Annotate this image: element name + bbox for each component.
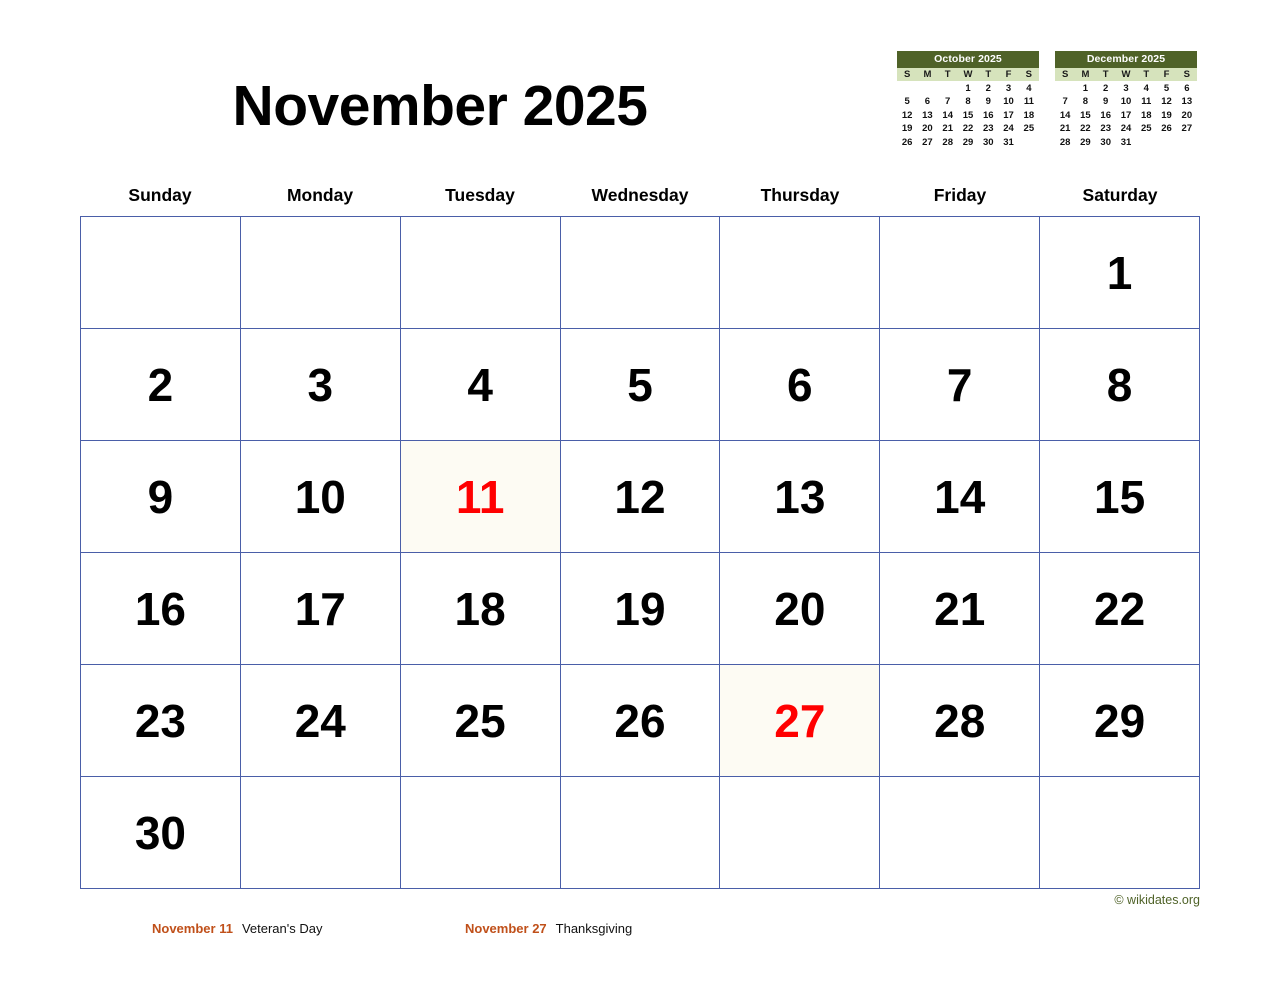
day-number: 20 [774, 582, 826, 635]
mini-day-cell: 9 [985, 96, 991, 107]
day-number: 27 [774, 694, 826, 747]
day-cell[interactable] [880, 665, 1040, 777]
day-number: 4 [467, 358, 493, 411]
day-number: 8 [1106, 358, 1133, 411]
day-number: 22 [1093, 582, 1146, 635]
mini-dow-label: S [897, 68, 917, 81]
weekday-label-monday: Monday [286, 185, 354, 205]
day-cell[interactable] [1040, 329, 1200, 441]
mini-day-cell: 20 [922, 123, 933, 134]
day-cell[interactable] [720, 553, 880, 665]
day-cell-empty [720, 217, 880, 329]
mini-week-row [1055, 81, 1197, 95]
day-number: 15 [1093, 470, 1146, 523]
mini-day-cell: 10 [1003, 96, 1014, 107]
day-cell-empty [1040, 777, 1200, 889]
mini-day-cell: 22 [1080, 123, 1091, 134]
credit-label: © wikidates.org [1114, 893, 1200, 907]
mini-month-next [1054, 50, 1198, 150]
mini-day-cell: 14 [942, 109, 953, 121]
weekday-header-row [80, 185, 1200, 216]
mini-week-row [897, 135, 1039, 149]
day-cell[interactable] [401, 441, 561, 553]
calendar-grid [80, 216, 1200, 889]
day-cell[interactable] [720, 441, 880, 553]
mini-day-cell: 12 [1161, 96, 1172, 107]
day-cell[interactable] [81, 329, 241, 441]
day-cell[interactable] [81, 553, 241, 665]
day-cell-empty [880, 777, 1040, 889]
mini-day-cell [938, 81, 958, 95]
day-number: 28 [934, 694, 986, 747]
mini-day-cell: 9 [1103, 96, 1109, 107]
mini-month-title: October 2025 [897, 51, 1039, 68]
holiday-note-date: November 11 [152, 921, 233, 936]
mini-day-cell: 8 [1082, 96, 1089, 107]
day-cell[interactable] [81, 665, 241, 777]
mini-day-cell: 13 [922, 109, 933, 121]
day-number: 18 [454, 582, 506, 635]
day-cell[interactable] [1040, 217, 1200, 329]
mini-dow-label: T [1096, 68, 1116, 81]
mini-day-cell: 1 [1082, 82, 1089, 94]
mini-day-cell: 24 [1003, 123, 1014, 134]
mini-day-cell: 26 [901, 136, 913, 148]
holiday-note [152, 921, 322, 936]
mini-day-cell: 27 [1181, 123, 1193, 134]
mini-day-cell: 29 [1080, 136, 1091, 148]
day-cell[interactable] [401, 553, 561, 665]
calendar-header [0, 0, 1280, 185]
mini-day-cell: 14 [1059, 109, 1071, 121]
day-cell-empty [401, 217, 561, 329]
mini-dow-label: T [978, 68, 998, 81]
day-number: 9 [147, 470, 174, 523]
day-cell[interactable] [880, 441, 1040, 553]
day-cell[interactable] [1040, 441, 1200, 553]
weekday-label-wednesday: Wednesday [591, 185, 689, 205]
mini-months [896, 50, 1198, 150]
mini-week-row [897, 108, 1039, 122]
mini-month-previous [896, 50, 1040, 150]
mini-day-cell [917, 81, 937, 95]
mini-dow-label: W [958, 68, 978, 81]
mini-day-cell: 7 [1062, 96, 1068, 107]
day-number: 12 [614, 470, 666, 523]
mini-dow-label: F [1156, 68, 1176, 81]
day-cell[interactable] [241, 329, 401, 441]
mini-day-cell: 24 [1120, 123, 1132, 134]
day-cell-empty [81, 217, 241, 329]
mini-day-cell: 23 [1100, 123, 1111, 134]
day-cell-empty [720, 777, 880, 889]
mini-day-cell: 10 [1120, 96, 1132, 107]
day-cell[interactable] [401, 329, 561, 441]
mini-day-cell: 31 [1003, 136, 1014, 148]
mini-day-cell: 21 [942, 123, 953, 134]
day-cell[interactable] [241, 441, 401, 553]
day-number: 13 [774, 470, 826, 523]
day-number: 29 [1093, 694, 1146, 747]
mini-dow-label: T [938, 68, 958, 81]
mini-day-cell: 16 [982, 109, 994, 121]
holiday-note-description: Thanksgiving [555, 921, 633, 936]
mini-day-cell [1055, 81, 1075, 95]
day-cell[interactable] [1040, 553, 1200, 665]
day-number: 21 [934, 582, 986, 635]
mini-week-row [897, 122, 1039, 136]
mini-day-cell: 30 [1100, 136, 1111, 148]
weekday-label-tuesday: Tuesday [445, 185, 515, 205]
weekday-label-friday: Friday [933, 185, 987, 205]
mini-day-cell: 2 [1103, 82, 1109, 94]
mini-day-cell: 8 [965, 96, 971, 107]
day-number: 10 [294, 470, 346, 523]
mini-day-cell: 23 [982, 123, 994, 134]
mini-week-row [1055, 122, 1197, 136]
day-cell-empty [401, 777, 561, 889]
day-cell[interactable] [401, 665, 561, 777]
mini-day-cell: 7 [945, 96, 951, 107]
day-cell[interactable] [561, 665, 721, 777]
day-cell[interactable] [720, 665, 880, 777]
holiday-note [465, 921, 632, 936]
mini-day-cell: 28 [1059, 136, 1071, 148]
day-number: 19 [614, 582, 666, 635]
day-number: 5 [627, 358, 653, 411]
holiday-notes [80, 907, 1200, 937]
day-number: 30 [134, 806, 186, 859]
mini-day-cell: 25 [1023, 123, 1035, 134]
mini-day-cell: 3 [1005, 82, 1012, 94]
day-number: 17 [294, 582, 346, 635]
mini-day-cell: 21 [1059, 123, 1071, 134]
day-number: 11 [455, 470, 505, 523]
mini-dow-label: S [1177, 68, 1197, 81]
mini-day-cell [1136, 135, 1156, 149]
day-number: 16 [134, 582, 186, 635]
mini-day-cell: 11 [1141, 96, 1152, 107]
mini-day-cell: 3 [1123, 82, 1129, 94]
mini-day-cell: 4 [1143, 82, 1149, 94]
mini-day-cell [897, 81, 917, 95]
day-cell[interactable] [720, 329, 880, 441]
mini-day-cell: 13 [1181, 96, 1193, 107]
mini-day-cell: 17 [1003, 109, 1014, 121]
day-cell-empty [241, 217, 401, 329]
day-cell[interactable] [1040, 665, 1200, 777]
mini-day-cell: 25 [1140, 123, 1152, 134]
mini-dow-label: M [917, 68, 937, 81]
mini-day-cell: 12 [901, 109, 913, 121]
mini-week-row [897, 81, 1039, 95]
mini-week-row [1055, 108, 1197, 122]
day-cell[interactable] [241, 553, 401, 665]
holiday-note-date: November 27 [465, 921, 547, 936]
day-cell-empty [880, 217, 1040, 329]
day-number: 26 [614, 694, 666, 747]
day-cell[interactable] [880, 329, 1040, 441]
day-number: 25 [454, 694, 506, 747]
mini-day-cell: 5 [904, 96, 910, 107]
day-cell[interactable] [880, 553, 1040, 665]
mini-day-cell: 5 [1163, 82, 1170, 94]
day-number: 24 [294, 694, 346, 747]
mini-day-cell: 31 [1120, 136, 1132, 148]
weekday-label-thursday: Thursday [760, 185, 840, 205]
day-cell[interactable] [81, 441, 241, 553]
day-number: 1 [1106, 246, 1133, 299]
mini-day-cell: 6 [924, 96, 931, 107]
mini-day-cell: 15 [962, 109, 974, 121]
mini-day-cell: 4 [1026, 82, 1032, 94]
day-cell[interactable] [561, 329, 721, 441]
mini-day-cell: 28 [942, 136, 953, 148]
mini-day-cell: 19 [901, 123, 913, 134]
mini-dow-label: S [1055, 68, 1075, 81]
day-cell-empty [561, 777, 721, 889]
day-cell-empty [241, 777, 401, 889]
mini-week-row [897, 95, 1039, 109]
day-number: 14 [934, 470, 986, 523]
day-number: 2 [147, 358, 174, 411]
mini-day-cell: 11 [1023, 96, 1034, 107]
mini-day-cell: 18 [1023, 109, 1035, 121]
day-number: 7 [946, 358, 973, 411]
mini-day-cell: 22 [962, 123, 974, 134]
mini-day-cell: 16 [1100, 109, 1111, 121]
day-number: 3 [307, 358, 334, 411]
holiday-note-description: Veteran's Day [241, 921, 323, 936]
mini-day-cell: 20 [1181, 109, 1193, 121]
mini-day-cell: 19 [1161, 109, 1172, 121]
mini-day-cell [1177, 135, 1197, 149]
weekday-label-sunday: Sunday [128, 185, 192, 205]
mini-month-title: December 2025 [1055, 51, 1197, 68]
mini-day-cell: 2 [985, 82, 991, 94]
mini-day-cell: 26 [1161, 123, 1172, 134]
mini-day-cell: 17 [1120, 109, 1132, 121]
mini-dow-label: W [1116, 68, 1136, 81]
day-cell[interactable] [561, 553, 721, 665]
mini-day-cell: 1 [965, 82, 971, 94]
mini-week-row [1055, 135, 1197, 149]
mini-day-cell: 29 [962, 136, 974, 148]
day-cell[interactable] [81, 777, 241, 889]
weekday-label-saturday: Saturday [1082, 185, 1158, 205]
day-number: 23 [134, 694, 186, 747]
mini-dow-label: M [1075, 68, 1095, 81]
day-cell[interactable] [561, 441, 721, 553]
mini-dow-label: F [998, 68, 1018, 81]
page-title: November 2025 [232, 74, 648, 138]
day-number: 6 [787, 358, 813, 411]
day-cell[interactable] [241, 665, 401, 777]
mini-dow-label: T [1136, 68, 1156, 81]
mini-day-cell: 15 [1080, 109, 1091, 121]
mini-day-cell: 30 [982, 136, 994, 148]
mini-day-cell: 6 [1184, 82, 1190, 94]
mini-day-cell: 18 [1140, 109, 1152, 121]
mini-day-cell: 27 [922, 136, 933, 148]
mini-week-row [1055, 95, 1197, 109]
mini-day-cell [1019, 135, 1039, 149]
mini-dow-label: S [1019, 68, 1039, 81]
mini-day-cell [1156, 135, 1176, 149]
day-cell-empty [561, 217, 721, 329]
